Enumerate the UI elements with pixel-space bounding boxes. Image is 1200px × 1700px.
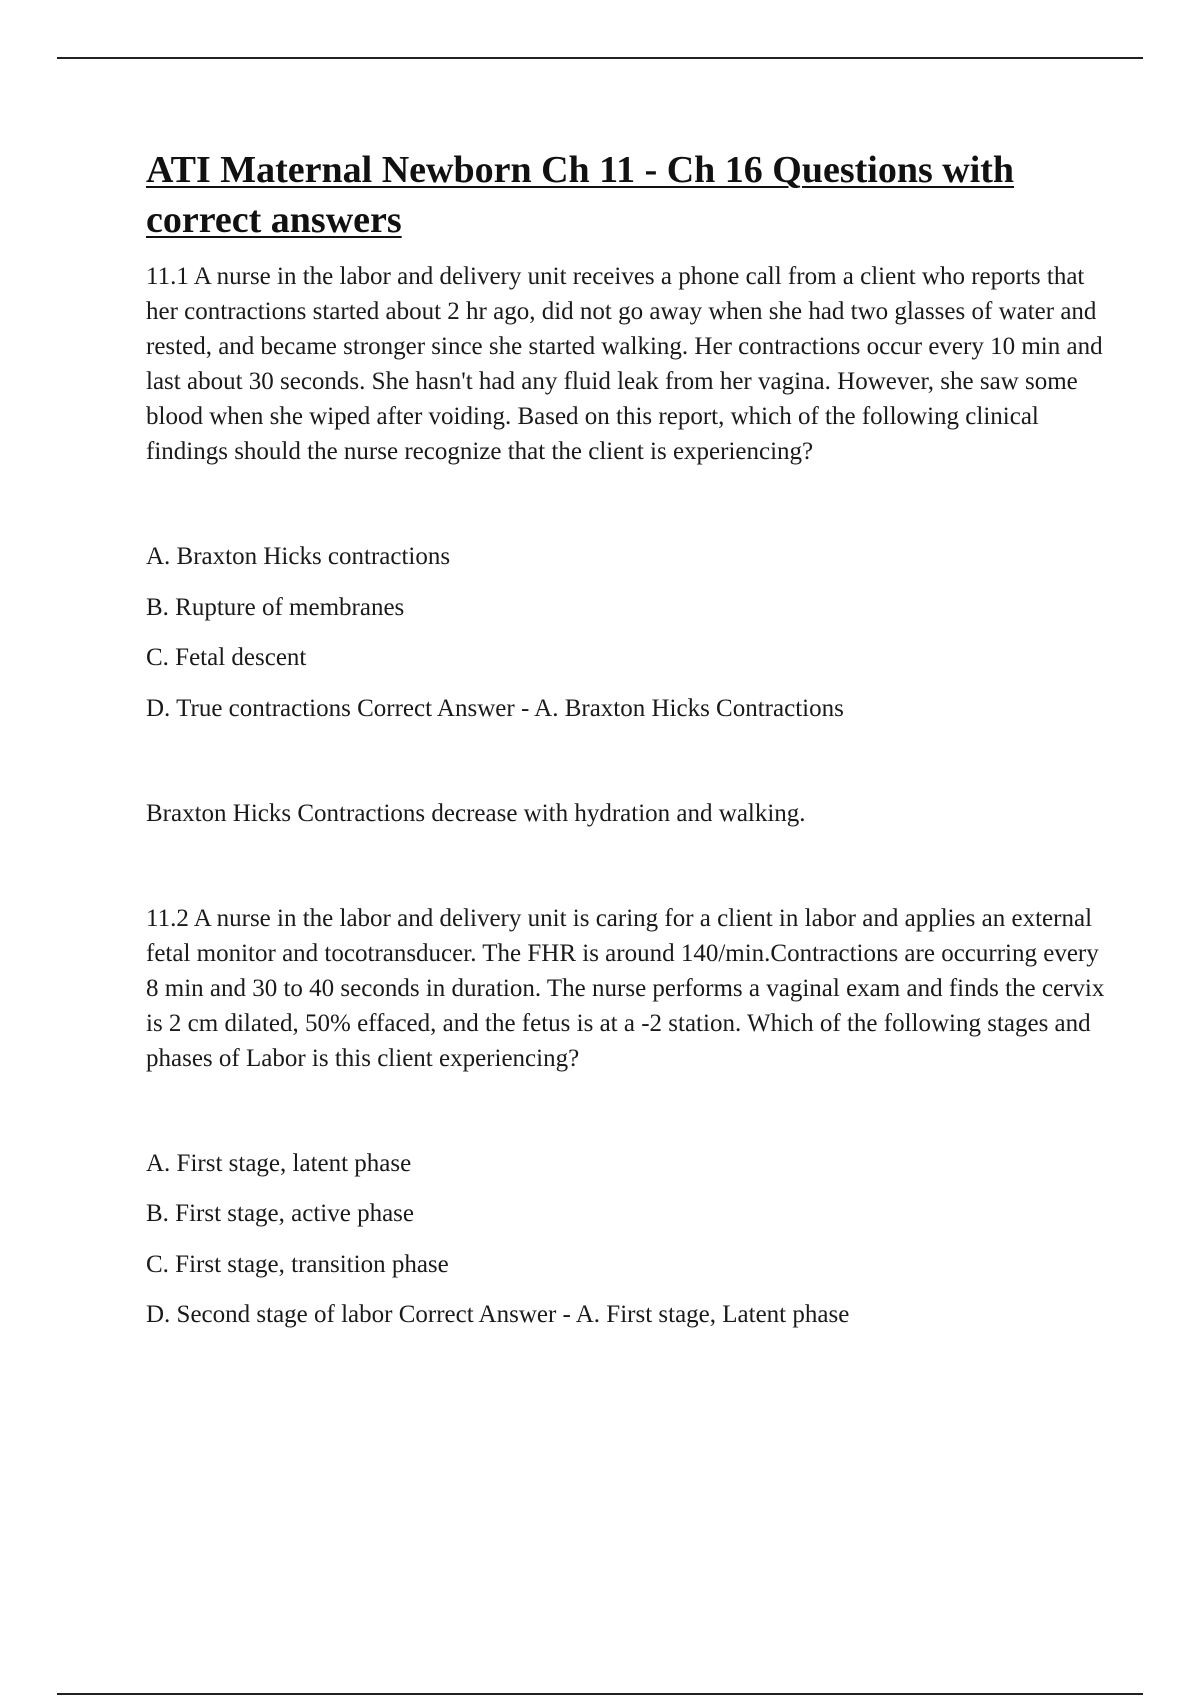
- question-block-2: [146, 901, 1106, 1333]
- document-title: ATI Maternal Newborn Ch 11 - Ch 16 Questions with correct answers: [146, 149, 1015, 241]
- top-rule: [57, 57, 1143, 59]
- answer-rationale: Braxton Hicks Contractions decrease with hydration and walking.: [146, 799, 806, 827]
- answer-options: [146, 539, 1106, 726]
- answer-option: A. Braxton Hicks contractions: [146, 543, 451, 570]
- question-stem: 11.2 A nurse in the labor and delivery unit is caring for a client in labor and applies an external fetal monitor and tocotransducer. The FHR is around 140/min.Contractions are occurring every 8 min and 30 to 40 seconds in duration. The nurse performs a vaginal exam and finds the cervix is 2 cm dilated, 50% effaced, and the fetus is at a -2 station. Which of the following stages and phases of Labor is this client experiencing?: [146, 904, 1105, 1072]
- question-block-1: [146, 259, 1106, 831]
- bottom-rule: [57, 1693, 1143, 1695]
- answer-option: B. First stage, active phase: [146, 1200, 414, 1227]
- answer-option: C. First stage, transition phase: [146, 1250, 449, 1278]
- answer-options: [146, 1146, 1106, 1333]
- answer-option: D. True contractions Correct Answer - A. Braxton Hicks Contractions: [146, 694, 844, 722]
- answer-option: A. First stage, latent phase: [146, 1149, 412, 1177]
- answer-option: C. Fetal descent: [146, 644, 307, 671]
- answer-option: B. Rupture of membranes: [146, 593, 405, 621]
- answer-option: D. Second stage of labor Correct Answer - A. First stage, Latent phase: [146, 1301, 850, 1328]
- document-body: [146, 145, 1106, 1402]
- question-stem: 11.1 A nurse in the labor and delivery unit receives a phone call from a client who reports that her contractions started about 2 hr ago, did not go away when she had two glasses of water and rested, and became stronger since she started walking. Her contractions occur every 10 min and last about 30 seconds. She hasn't had any fluid leak from her vagina. However, she saw some blood when she wiped after voiding. Based on this report, which of the following clinical findings should the nurse recognize that the client is experiencing?: [146, 263, 1103, 465]
